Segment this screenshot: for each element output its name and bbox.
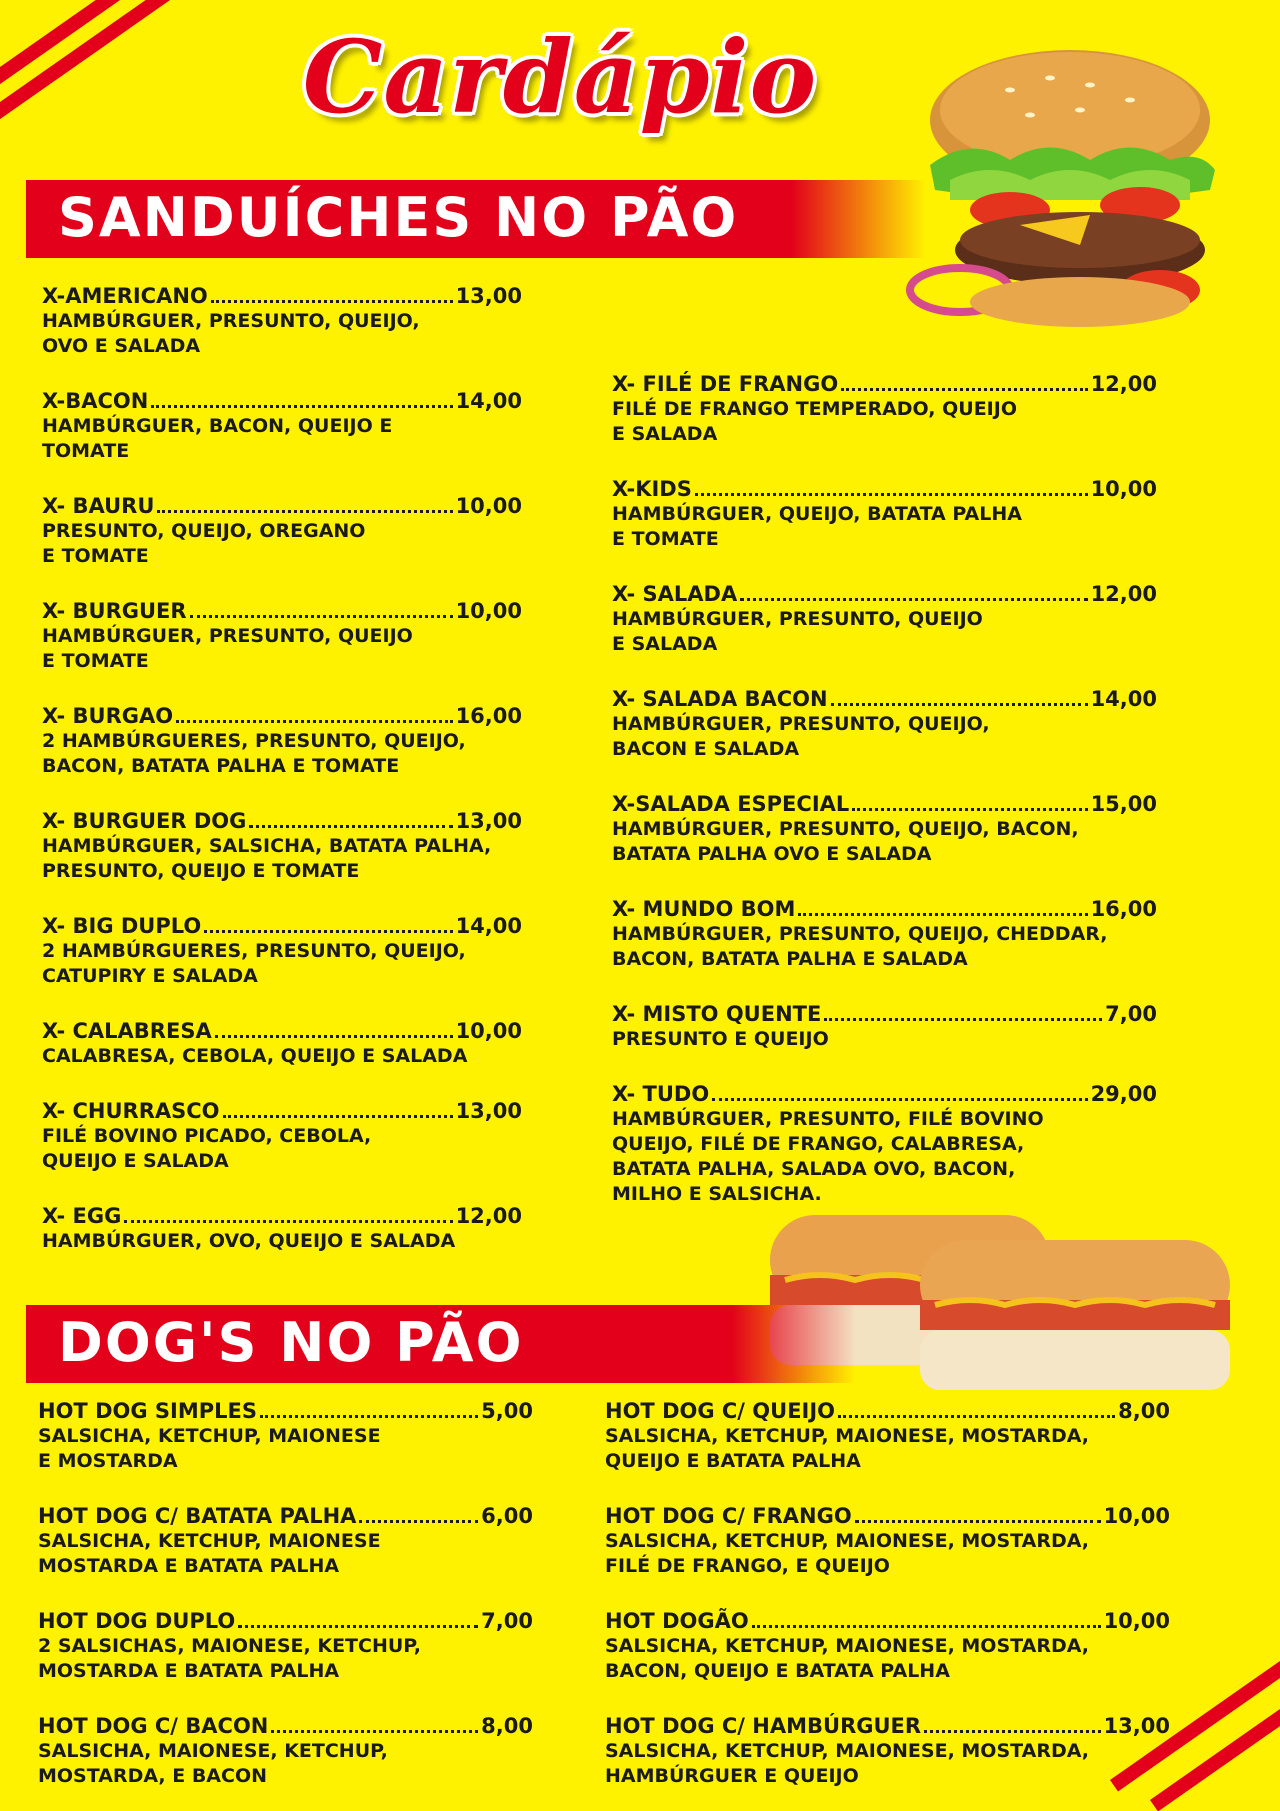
menu-item-description: MILHO E SALSICHA. xyxy=(612,1183,822,1205)
menu-item-header xyxy=(612,686,1157,712)
menu-item-price: 10,00 xyxy=(455,494,522,518)
menu-item-header xyxy=(38,1503,533,1529)
dot-leader xyxy=(249,825,452,828)
menu-item-header xyxy=(612,1081,1157,1107)
menu-item-name: X- CALABRESA xyxy=(42,1019,212,1043)
menu-item-header xyxy=(42,493,522,519)
dot-leader xyxy=(215,1035,453,1038)
menu-item-name: HOT DOG C/ QUEIJO xyxy=(605,1399,836,1423)
menu-item-name: X- TUDO xyxy=(612,1082,710,1106)
menu-item-price: 6,00 xyxy=(481,1504,533,1528)
dot-leader xyxy=(798,913,1087,916)
menu-item-name: X- BAURU xyxy=(42,494,155,518)
menu-item-description: HAMBÚRGUER, QUEIJO, BATATA PALHA xyxy=(612,503,1022,525)
menu-item-price: 10,00 xyxy=(455,599,522,623)
menu-item xyxy=(38,1608,533,1684)
menu-item-description: SALSICHA, KETCHUP, MAIONESE, MOSTARDA, xyxy=(605,1530,1090,1552)
menu-item-price: 8,00 xyxy=(481,1714,533,1738)
menu-item xyxy=(38,1713,533,1789)
menu-item xyxy=(42,283,522,359)
menu-item-name: X- SALADA xyxy=(612,582,738,606)
dot-leader xyxy=(151,405,452,408)
menu-item-name: X- SALADA BACON xyxy=(612,687,828,711)
menu-item xyxy=(612,896,1157,972)
menu-item-price: 10,00 xyxy=(1103,1609,1170,1633)
menu-item-price: 29,00 xyxy=(1090,1082,1157,1106)
menu-item-price: 10,00 xyxy=(455,1019,522,1043)
menu-item-description: HAMBÚRGUER E QUEIJO xyxy=(605,1765,859,1787)
menu-item-description: HAMBÚRGUER, SALSICHA, BATATA PALHA, xyxy=(42,835,492,857)
menu-item xyxy=(612,1001,1157,1052)
menu-item-description: SALSICHA, KETCHUP, MAIONESE xyxy=(38,1530,381,1552)
menu-item-description: 2 SALSICHAS, MAIONESE, KETCHUP, xyxy=(38,1635,421,1657)
menu-item xyxy=(612,476,1157,552)
menu-item-header xyxy=(42,913,522,939)
menu-item-header xyxy=(42,1098,522,1124)
menu-item-description: BACON, BATATA PALHA E SALADA xyxy=(612,948,968,970)
menu-item-description: PRESUNTO, QUEIJO E TOMATE xyxy=(42,860,360,882)
menu-item-header xyxy=(605,1503,1170,1529)
menu-item xyxy=(605,1503,1170,1579)
menu-item-description: MOSTARDA E BATATA PALHA xyxy=(38,1660,340,1682)
menu-item-description: CATUPIRY E SALADA xyxy=(42,965,258,987)
menu-item-name: HOT DOG SIMPLES xyxy=(38,1399,257,1423)
dot-leader xyxy=(260,1415,478,1418)
menu-item-name: HOT DOG C/ BACON xyxy=(38,1714,269,1738)
menu-item xyxy=(42,1098,522,1174)
sandwiches-banner xyxy=(26,180,926,258)
menu-item-price: 8,00 xyxy=(1118,1399,1170,1423)
menu-title: Cardápio xyxy=(302,18,818,136)
menu-item-name: X- BURGUER xyxy=(42,599,187,623)
menu-item-description: FILÉ DE FRANGO, E QUEIJO xyxy=(605,1555,890,1577)
dot-leader xyxy=(841,388,1087,391)
dogs-heading: DOG'S NO PÃO xyxy=(58,1311,524,1374)
menu-item-price: 10,00 xyxy=(1103,1504,1170,1528)
menu-item-header xyxy=(612,371,1157,397)
menu-item-description: BACON E SALADA xyxy=(612,738,800,760)
menu-item-name: X- MISTO QUENTE xyxy=(612,1002,822,1026)
menu-item-description: E TOMATE xyxy=(42,545,149,567)
menu-item-name: HOT DOGÃO xyxy=(605,1609,749,1633)
dot-leader xyxy=(824,1018,1102,1021)
menu-item-description: SALSICHA, MAIONESE, KETCHUP, xyxy=(38,1740,388,1762)
menu-item-description: FILÉ DE FRANGO TEMPERADO, QUEIJO xyxy=(612,398,1017,420)
menu-item xyxy=(612,581,1157,657)
menu-item-header xyxy=(42,388,522,414)
menu-item-name: X- BIG DUPLO xyxy=(42,914,202,938)
menu-item-description: HAMBÚRGUER, PRESUNTO, QUEIJO xyxy=(42,625,413,647)
menu-item-price: 5,00 xyxy=(481,1399,533,1423)
menu-item xyxy=(42,388,522,464)
menu-item xyxy=(42,703,522,779)
menu-item-price: 14,00 xyxy=(455,914,522,938)
dot-leader xyxy=(359,1520,478,1523)
menu-item-price: 7,00 xyxy=(481,1609,533,1633)
menu-item xyxy=(38,1398,533,1474)
menu-item-header xyxy=(38,1398,533,1424)
menu-item-description: BATATA PALHA, SALADA OVO, BACON, xyxy=(612,1158,1016,1180)
menu-item-header xyxy=(38,1713,533,1739)
menu-item-description: TOMATE xyxy=(42,440,130,462)
menu-item xyxy=(612,371,1157,447)
menu-item-name: X-KIDS xyxy=(612,477,692,501)
menu-item xyxy=(42,808,522,884)
menu-item-name: X- FILÉ DE FRANGO xyxy=(612,372,839,396)
menu-item-description: HAMBÚRGUER, PRESUNTO, QUEIJO, xyxy=(42,310,420,332)
menu-item-header xyxy=(42,1018,522,1044)
dot-leader xyxy=(712,1098,1087,1101)
menu-item xyxy=(38,1503,533,1579)
menu-item-description: E TOMATE xyxy=(42,650,149,672)
menu-item-description: 2 HAMBÚRGUERES, PRESUNTO, QUEIJO, xyxy=(42,940,466,962)
menu-item-description: PRESUNTO E QUEIJO xyxy=(612,1028,829,1050)
dot-leader xyxy=(855,1520,1101,1523)
menu-item-description: E SALADA xyxy=(612,633,718,655)
menu-item-description: 2 HAMBÚRGUERES, PRESUNTO, QUEIJO, xyxy=(42,730,466,752)
menu-item-description: PRESUNTO, QUEIJO, OREGANO xyxy=(42,520,366,542)
menu-item-price: 12,00 xyxy=(455,1204,522,1228)
menu-item-description: OVO E SALADA xyxy=(42,335,201,357)
dot-leader xyxy=(831,703,1088,706)
dot-leader xyxy=(204,930,452,933)
menu-item-price: 15,00 xyxy=(1090,792,1157,816)
menu-item xyxy=(605,1713,1170,1789)
menu-item-description: HAMBÚRGUER, PRESUNTO, QUEIJO xyxy=(612,608,983,630)
menu-item-description: E TOMATE xyxy=(612,528,719,550)
dot-leader xyxy=(176,720,452,723)
dogs-banner xyxy=(26,1305,856,1383)
menu-item-price: 12,00 xyxy=(1090,582,1157,606)
menu-item-price: 14,00 xyxy=(455,389,522,413)
menu-item-name: X-AMERICANO xyxy=(42,284,208,308)
menu-item-description: HAMBÚRGUER, PRESUNTO, QUEIJO, CHEDDAR, xyxy=(612,923,1108,945)
menu-item-description: QUEIJO E BATATA PALHA xyxy=(605,1450,861,1472)
menu-item-description: MOSTARDA E BATATA PALHA xyxy=(38,1555,340,1577)
menu-item-name: X- MUNDO BOM xyxy=(612,897,796,921)
menu-item-header xyxy=(42,1203,522,1229)
menu-item-description: MOSTARDA, E BACON xyxy=(38,1765,268,1787)
menu-item-name: HOT DOG C/ BATATA PALHA xyxy=(38,1504,357,1528)
dot-leader xyxy=(752,1625,1101,1628)
menu-item-header xyxy=(42,808,522,834)
dot-leader xyxy=(190,615,453,618)
menu-item-description: HAMBÚRGUER, PRESUNTO, QUEIJO, BACON, xyxy=(612,818,1079,840)
menu-item-name: X-BACON xyxy=(42,389,149,413)
menu-item xyxy=(612,791,1157,867)
menu-item-header xyxy=(42,703,522,729)
menu-item-description: HAMBÚRGUER, OVO, QUEIJO E SALADA xyxy=(42,1230,456,1252)
menu-item-name: X-SALADA ESPECIAL xyxy=(612,792,850,816)
menu-item-description: BATATA PALHA OVO E SALADA xyxy=(612,843,932,865)
menu-item-description: QUEIJO E SALADA xyxy=(42,1150,229,1172)
menu-item-price: 16,00 xyxy=(455,704,522,728)
menu-item-header xyxy=(38,1608,533,1634)
menu-item-header xyxy=(42,283,522,309)
dot-leader xyxy=(223,1115,453,1118)
menu-item-header xyxy=(612,1001,1157,1027)
dot-leader xyxy=(740,598,1087,601)
menu-item-description: E MOSTARDA xyxy=(38,1450,178,1472)
menu-item-price: 12,00 xyxy=(1090,372,1157,396)
dot-leader xyxy=(157,510,452,513)
menu-item-description: HAMBÚRGUER, PRESUNTO, FILÉ BOVINO xyxy=(612,1108,1044,1130)
dot-leader xyxy=(695,493,1088,496)
menu-item-price: 13,00 xyxy=(1103,1714,1170,1738)
menu-item-description: SALSICHA, KETCHUP, MAIONESE, MOSTARDA, xyxy=(605,1740,1090,1762)
dot-leader xyxy=(852,808,1087,811)
stripe-top-left-2 xyxy=(0,0,197,141)
menu-item-header xyxy=(605,1398,1170,1424)
menu-item-description: SALSICHA, KETCHUP, MAIONESE, MOSTARDA, xyxy=(605,1425,1090,1447)
menu-item xyxy=(612,686,1157,762)
dot-leader xyxy=(838,1415,1115,1418)
menu-item-description: BACON, QUEIJO E BATATA PALHA xyxy=(605,1660,950,1682)
menu-item-description: E SALADA xyxy=(612,423,718,445)
menu-item xyxy=(605,1398,1170,1474)
dot-leader xyxy=(271,1730,478,1733)
menu-item xyxy=(42,1018,522,1069)
menu-item-header xyxy=(612,581,1157,607)
menu-item-description: BACON, BATATA PALHA E TOMATE xyxy=(42,755,400,777)
menu-item xyxy=(605,1608,1170,1684)
menu-item xyxy=(612,1081,1157,1207)
burger-image xyxy=(890,40,1230,350)
menu-item-name: X- CHURRASCO xyxy=(42,1099,220,1123)
menu-item-price: 10,00 xyxy=(1090,477,1157,501)
menu-item-price: 16,00 xyxy=(1090,897,1157,921)
sandwiches-heading: SANDUÍCHES NO PÃO xyxy=(58,186,739,249)
menu-item-header xyxy=(612,791,1157,817)
menu-item-name: HOT DOG C/ FRANGO xyxy=(605,1504,852,1528)
menu-item-price: 13,00 xyxy=(455,809,522,833)
menu-item-description: HAMBÚRGUER, BACON, QUEIJO E xyxy=(42,415,393,437)
dot-leader xyxy=(924,1730,1101,1733)
menu-item-header xyxy=(605,1608,1170,1634)
menu-item-description: SALSICHA, KETCHUP, MAIONESE, MOSTARDA, xyxy=(605,1635,1090,1657)
menu-item xyxy=(42,913,522,989)
menu-item xyxy=(42,1203,522,1254)
menu-item-description: SALSICHA, KETCHUP, MAIONESE xyxy=(38,1425,381,1447)
menu-item-price: 14,00 xyxy=(1090,687,1157,711)
dot-leader xyxy=(238,1625,478,1628)
menu-item-header xyxy=(612,476,1157,502)
dot-leader xyxy=(124,1220,452,1223)
menu-item xyxy=(42,493,522,569)
menu-item-header xyxy=(612,896,1157,922)
menu-item-name: X- BURGAO xyxy=(42,704,174,728)
menu-item xyxy=(42,598,522,674)
menu-item-description: QUEIJO, FILÉ DE FRANGO, CALABRESA, xyxy=(612,1133,1025,1155)
menu-item-name: X- EGG xyxy=(42,1204,122,1228)
menu-item-header xyxy=(605,1713,1170,1739)
menu-item-name: HOT DOG C/ HAMBÚRGUER xyxy=(605,1714,922,1738)
menu-item-price: 13,00 xyxy=(455,284,522,308)
menu-item-header xyxy=(42,598,522,624)
menu-item-name: HOT DOG DUPLO xyxy=(38,1609,236,1633)
menu-item-name: X- BURGUER DOG xyxy=(42,809,247,833)
menu-item-description: CALABRESA, CEBOLA, QUEIJO E SALADA xyxy=(42,1045,468,1067)
menu-item-price: 7,00 xyxy=(1105,1002,1157,1026)
dot-leader xyxy=(211,300,453,303)
menu-item-description: FILÉ BOVINO PICADO, CEBOLA, xyxy=(42,1125,372,1147)
menu-item-description: HAMBÚRGUER, PRESUNTO, QUEIJO, xyxy=(612,713,990,735)
menu-item-price: 13,00 xyxy=(455,1099,522,1123)
